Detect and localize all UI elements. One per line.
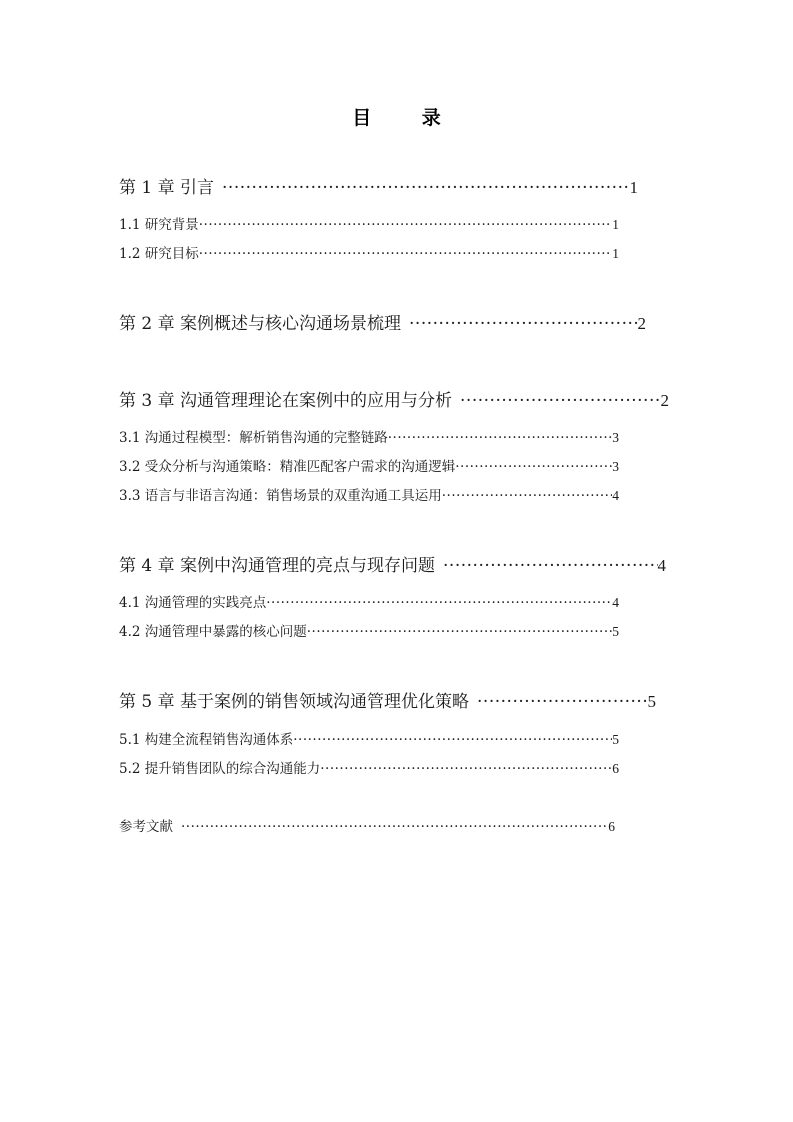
toc-page-number: 3 [612,430,619,445]
toc-page-number: 1 [612,246,619,261]
toc-leader-dots [460,391,660,411]
toc-page-number: 6 [608,819,615,834]
toc-entry-label: 1.2 研究目标 [119,246,199,262]
toc-section-1-1[interactable] [119,213,619,231]
toc-leader-dots [409,314,637,334]
toc-entry-label: 1.1 研究背景 [119,217,199,233]
toc-page-number: 2 [637,314,646,333]
toc-chapter-3[interactable] [119,386,669,411]
toc-page-number: 5 [647,692,656,711]
toc-page-number: 4 [657,556,666,575]
toc-entry-label: 4.2 沟通管理中暴露的核心问题 [119,624,307,640]
toc-leader-dots [455,459,612,475]
toc-section-5-2[interactable] [119,757,619,775]
toc-title: 目 录 [352,107,463,129]
toc-references[interactable] [119,815,615,833]
toc-section-1-2[interactable] [119,242,619,260]
toc-page-number: 2 [660,391,669,410]
toc-entry-label: 5.1 构建全流程销售沟通体系 [119,732,294,748]
toc-leader-dots [477,692,647,712]
toc-entry-label: 3.2 受众分析与沟通策略：精准匹配客户需求的沟通逻辑 [119,459,456,475]
toc-entry-label: 第 1 章 引言 [119,178,215,198]
toc-entry-label: 第 4 章 案例中沟通管理的亮点与现存问题 [119,556,436,576]
toc-section-3-3[interactable] [119,484,619,502]
toc-chapter-2[interactable] [119,309,646,334]
toc-section-4-1[interactable] [119,591,619,609]
toc-entry-label: 5.2 提升销售团队的综合沟通能力 [119,761,321,777]
toc-entry-label: 3.3 语言与非语言沟通：销售场景的双重沟通工具运用 [119,488,442,504]
toc-page-number: 1 [629,178,638,197]
toc-leader-dots [307,624,612,640]
toc-page-number: 4 [612,595,619,610]
toc-entry-label: 第 3 章 沟通管理理论在案例中的应用与分析 [119,391,453,411]
toc-page-number: 5 [612,732,619,747]
toc-leader-dots [199,246,612,262]
toc-leader-dots [293,732,612,748]
toc-leader-dots [320,761,612,777]
toc-chapter-5[interactable] [119,687,656,712]
toc-leader-dots [442,488,612,504]
toc-entry-label: 3.1 沟通过程模型：解析销售沟通的完整链路 [119,430,388,446]
toc-section-5-1[interactable] [119,728,619,746]
toc-entry-label: 4.1 沟通管理的实践亮点 [119,595,267,611]
toc-leader-dots [388,430,612,446]
toc-entry-label: 第 5 章 基于案例的销售领域沟通管理优化策略 [119,692,470,712]
toc-entry-label: 第 2 章 案例概述与核心沟通场景梳理 [119,314,402,334]
toc-leader-dots [443,556,657,576]
toc-page-number: 3 [612,459,619,474]
toc-chapter-4[interactable] [119,551,666,576]
toc-section-3-1[interactable] [119,426,619,444]
toc-page-number: 4 [612,488,619,503]
toc-page-number: 1 [612,217,619,232]
toc-section-3-2[interactable] [119,455,619,473]
toc-entry-label: 参考文献 [119,819,173,835]
toc-page-number: 5 [612,624,619,639]
toc-leader-dots [199,217,612,233]
toc-leader-dots [266,595,612,611]
toc-page-number: 6 [612,761,619,776]
toc-chapter-1[interactable] [119,173,638,198]
toc-leader-dots [222,178,629,198]
toc-leader-dots [181,819,608,835]
toc-section-4-2[interactable] [119,620,619,638]
